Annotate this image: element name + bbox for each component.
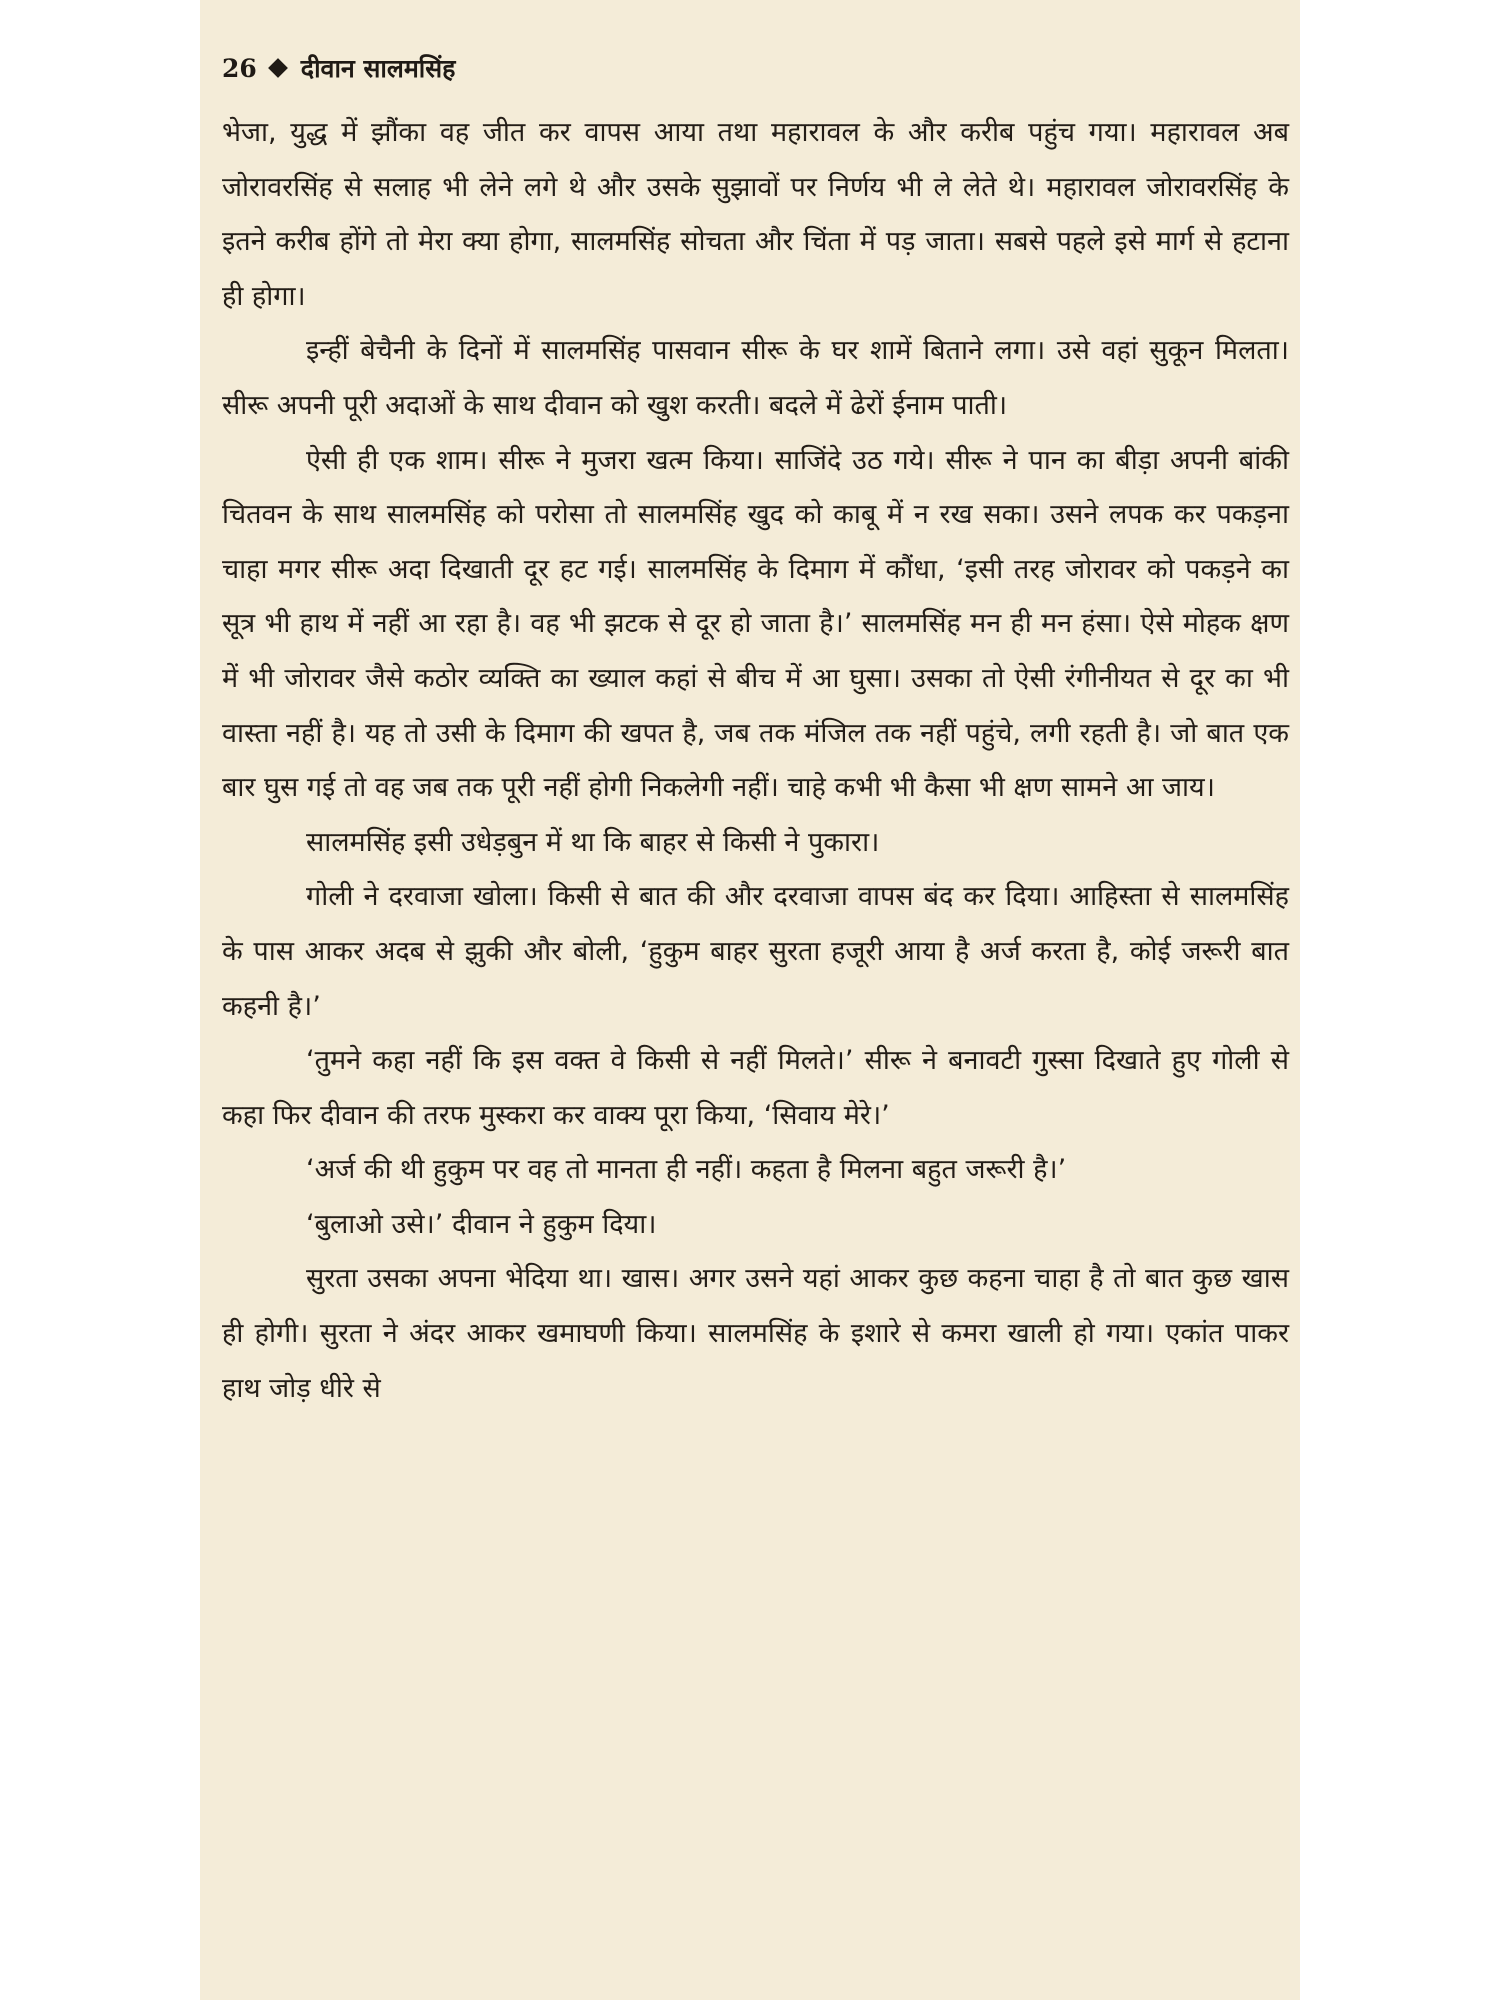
paragraph: ‘तुमने कहा नहीं कि इस वक्त वे किसी से नहीं मिलते।’ सीरू ने बनावटी गुस्सा दिखाते हुए गोली से कहा फिर दीवान की तरफ मुस्करा कर वाक्य पूरा किया, ‘सिवाय मेरे।’: [222, 1045, 1289, 1131]
diamond-icon: [268, 58, 288, 78]
paragraph: सुरता उसका अपना भेदिया था। खास। अगर उसने यहां आकर कुछ कहना चाहा है तो बात कुछ खास ही होगी। सुरता ने अंदर आकर खमाघणी किया। सालमसिंह के इशारे से कमरा खाली हो गया। एकांत पाकर हाथ जोड़ धीरे से: [222, 1263, 1289, 1404]
body-text: [222, 106, 1289, 1416]
paragraph: ‘अर्ज की थी हुकुम पर वह तो मानता ही नहीं। कहता है मिलना बहुत जरूरी है।’: [306, 1154, 1067, 1186]
paragraph: भेजा, युद्ध में झौंका वह जीत कर वापस आया तथा महारावल के और करीब पहुंच गया। महारावल अब जोरावरसिंह से सलाह भी लेने लगे थे और उसके सुझावों पर निर्णय भी ले लेते थे। महारावल जोरावरसिंह के इतने करीब होंगे तो मेरा क्या होगा, सालमसिंह सोचता और चिंता में पड़ जाता। सबसे पहले इसे मार्ग से हटाना ही होगा।: [222, 117, 1289, 312]
paragraph: ‘बुलाओ उसे।’ दीवान ने हुकुम दिया।: [306, 1208, 657, 1240]
page-number: 26: [222, 53, 257, 83]
book-page: [200, 0, 1300, 2000]
book-title: दीवान सालमसिंह: [300, 54, 456, 83]
running-head: [222, 44, 1289, 92]
paragraph: गोली ने दरवाजा खोला। किसी से बात की और दरवाजा वापस बंद कर दिया। आहिस्ता से सालमसिंह के पास आकर अदब से झुकी और बोली, ‘हुकुम बाहर सुरता हजूरी आया है अर्ज करता है, कोई जरूरी बात कहनी है।’: [222, 881, 1289, 1022]
paragraph: ऐसी ही एक शाम। सीरू ने मुजरा खत्म किया। साजिंदे उठ गये। सीरू ने पान का बीड़ा अपनी बांकी चितवन के साथ सालमसिंह को परोसा तो सालमसिंह खुद को काबू में न रख सका। उसने लपक कर पकड़ना चाहा मगर सीरू अदा दिखाती दूर हट गई। सालमसिंह के दिमाग में कौंधा, ‘इसी तरह जोरावर को पकड़ने का सूत्र भी हाथ में नहीं आ रहा है। वह भी झटक से दूर हो जाता है।’ सालमसिंह मन ही मन हंसा। ऐसे मोहक क्षण में भी जोरावर जैसे कठोर व्यक्ति का ख्याल कहां से बीच में आ घुसा। उसका तो ऐसी रंगीनीयत से दूर का भी वास्ता नहीं है। यह तो उसी के दिमाग की खपत है, जब तक मंजिल तक नहीं पहुंचे, लगी रहती है। जो बात एक बार घुस गई तो वह जब तक पूरी नहीं होगी निकलेगी नहीं। चाहे कभी भी कैसा भी क्षण सामने आ जाय।: [222, 444, 1289, 804]
paragraph: इन्हीं बेचैनी के दिनों में सालमसिंह पासवान सीरू के घर शामें बिताने लगा। उसे वहां सुकून मिलता। सीरू अपनी पूरी अदाओं के साथ दीवान को खुश करती। बदले में ढेरों ईनाम पाती।: [222, 335, 1289, 421]
paragraph: सालमसिंह इसी उधेड़बुन में था कि बाहर से किसी ने पुकारा।: [306, 826, 880, 858]
